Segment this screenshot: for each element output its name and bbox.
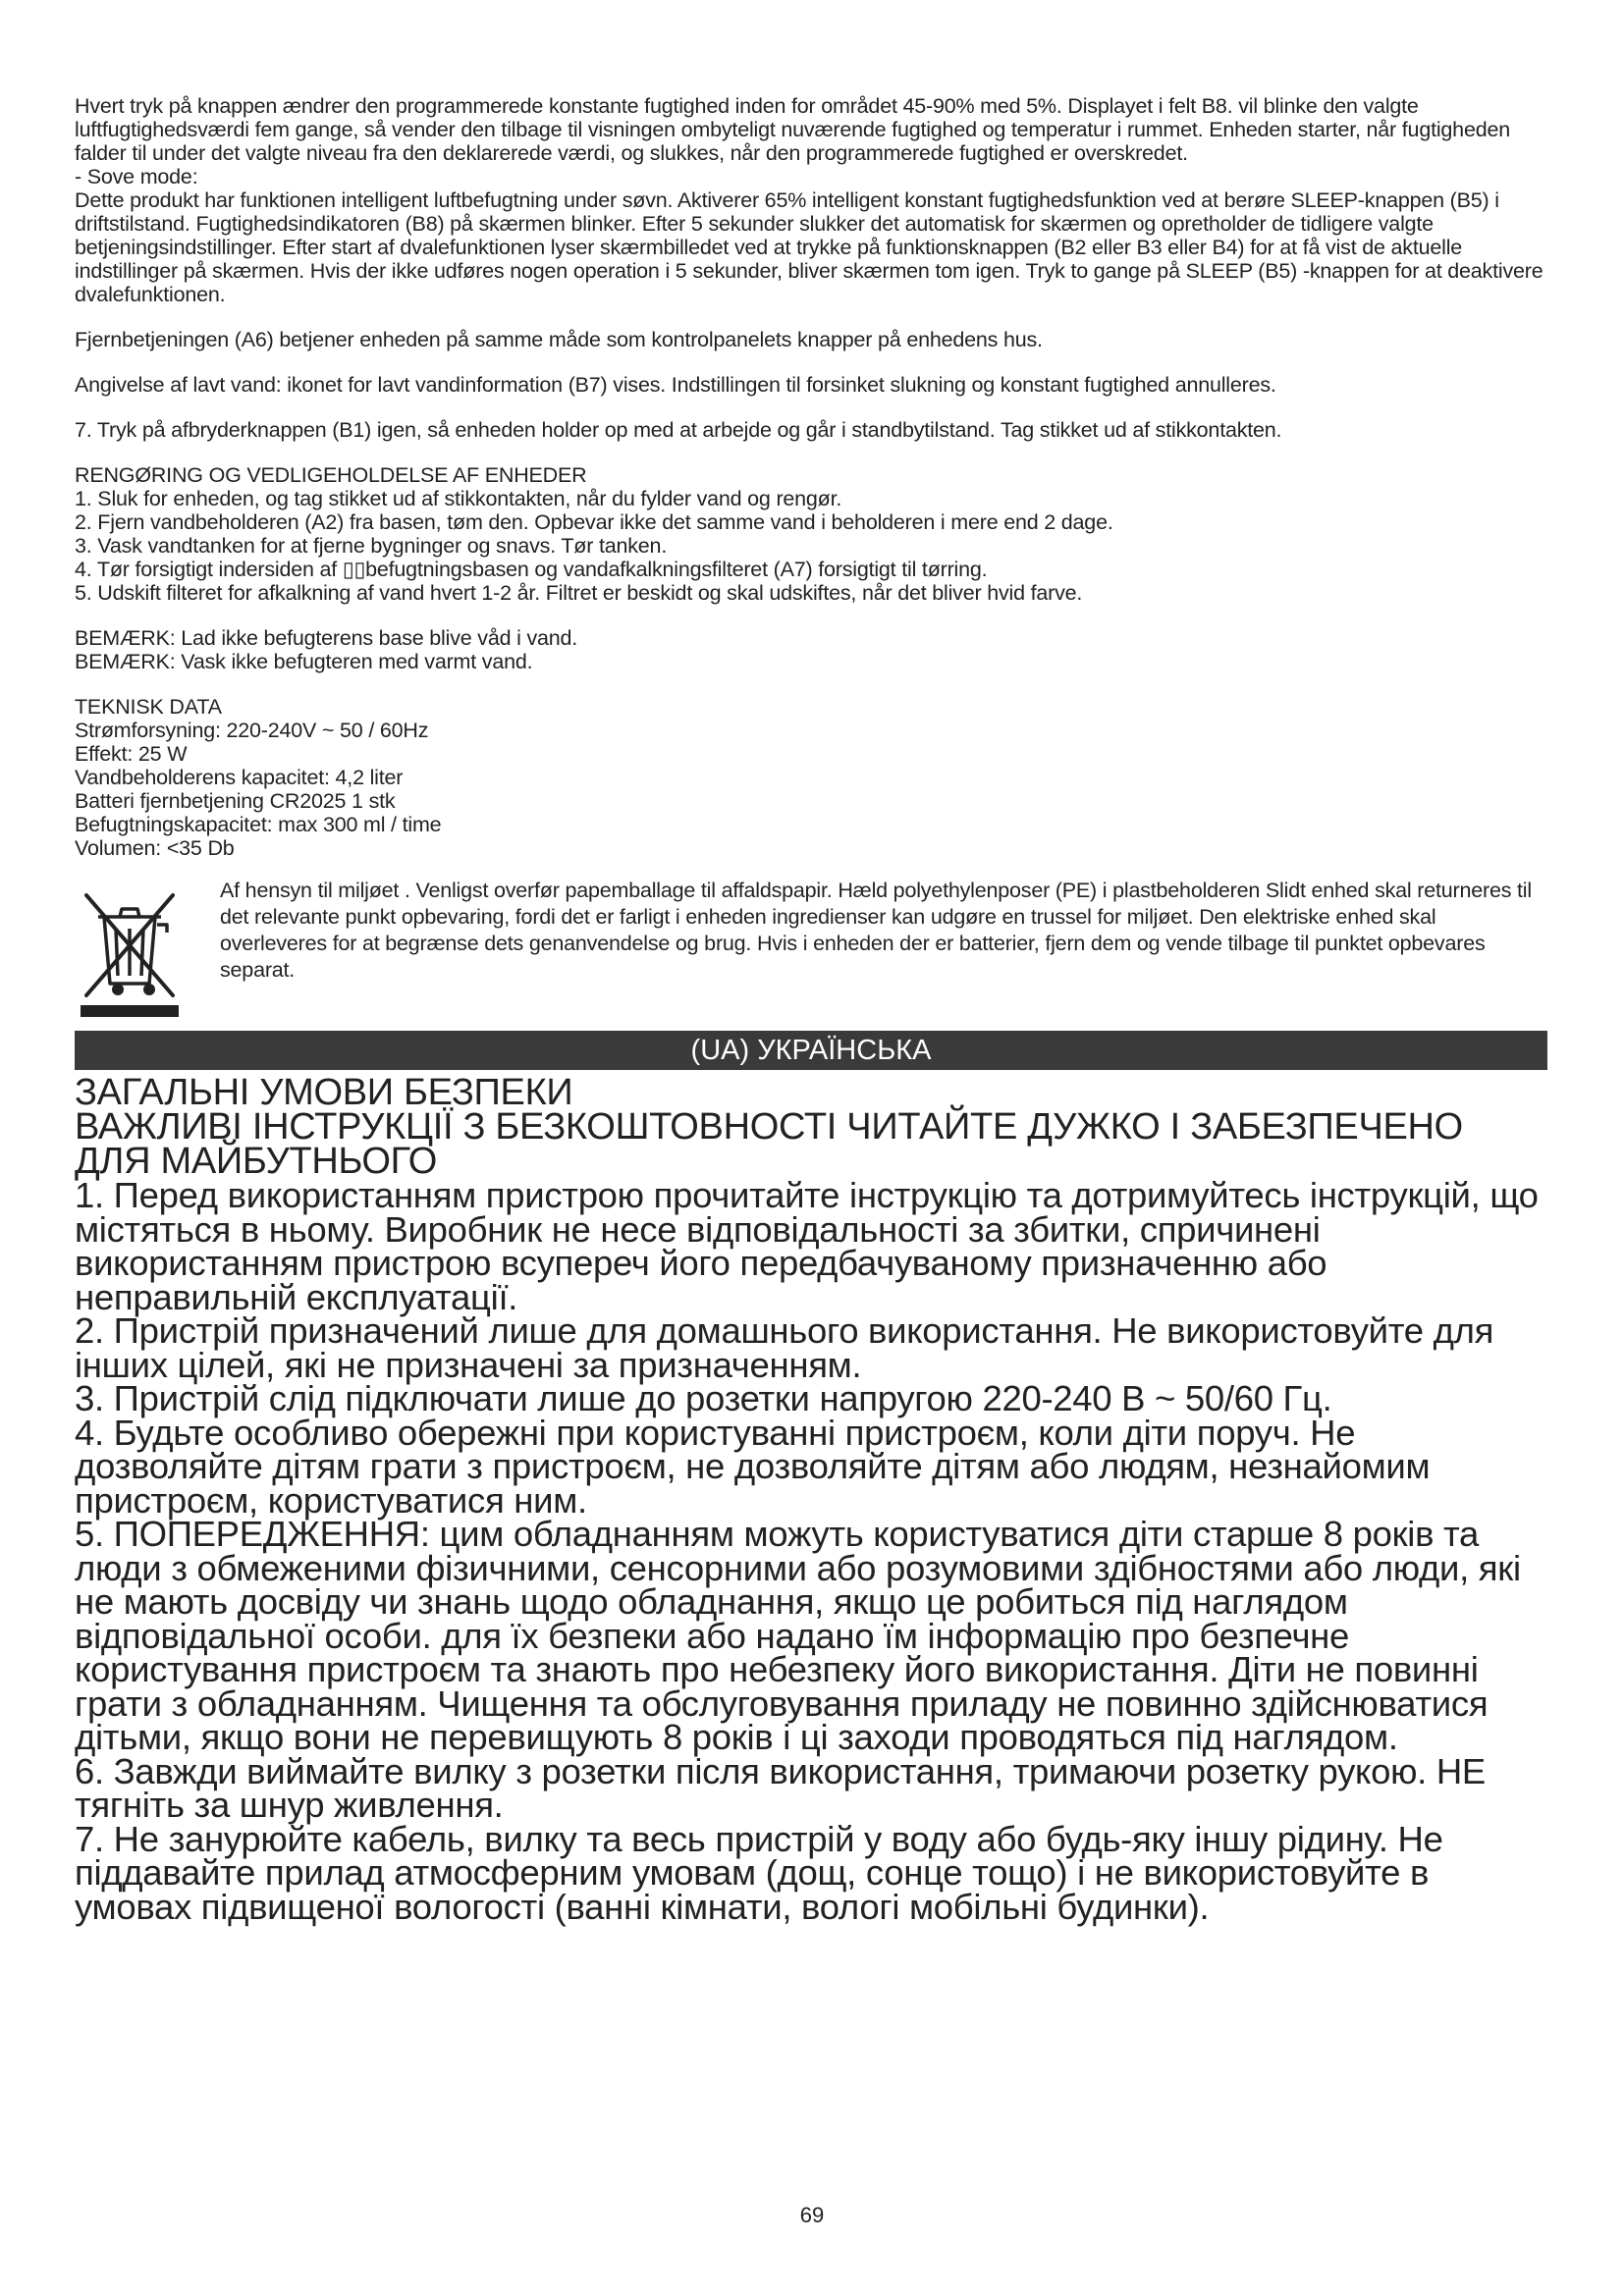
document-page [75, 94, 1547, 1927]
cleaning-item: 5. Udskift filteret for afkalkning af vand hvert 1-2 år. Filtret er beskidt og skal udskiftes, når det bliver hvid farve. [75, 581, 1083, 605]
sleep-mode-heading: - Sove mode: [75, 165, 198, 188]
ukrainian-subheading: ВАЖЛИВІ ІНСТРУКЦІЇ З БЕЗКОШТОВНОСТІ ЧИТАЙТЕ ДУЖКО І ЗАБЕЗПЕЧЕНО ДЛЯ МАЙБУТНЬОГО [75, 1106, 1463, 1182]
tech-data-item: Vandbeholderens kapacitet: 4,2 liter [75, 766, 404, 789]
cleaning-item: 1. Sluk for enheden, og tag stikket ud af stikkontakten, når du fylder vand og rengør. [75, 487, 842, 510]
page-number: 69 [799, 2203, 825, 2227]
tech-data-heading: TEKNISK DATA [75, 695, 222, 719]
environment-notice [75, 881, 1547, 1019]
remote-paragraph: Fjernbetjeningen (A6) betjener enheden på samme måde som kontrolpanelets knapper på enhedens hus. [75, 328, 1043, 351]
environment-text: Af hensyn til miljøet . Venligst overfør papemballage til affaldspapir. Hæld polyethylenposer (PE) i plastbeholderen Slidt enhed skal returneres til det relevante punkt opbevaring, fordi det er farligt i enheden ingredienser kan udgøre en trussel for miljøet. Den elektriske enhed skal overleveres for at begrænse dets genanvendelse og brug. Hvis i enheden der er batterier, fjern dem og vende tilbage til punktet opbevares separat. [220, 879, 1532, 982]
spacer [75, 442, 1547, 463]
tech-data-item: Befugtningskapacitet: max 300 ml / time [75, 813, 442, 836]
spacer [75, 605, 1547, 626]
tech-data-item: Effekt: 25 W [75, 742, 188, 766]
spacer [75, 351, 1547, 373]
sleep-mode-paragraph: Dette produkt har funktionen intelligent luftbefugtning under søvn. Aktiverer 65% intelligent konstant fugtighedsfunktion ved at berøre SLEEP-knappen (B5) i driftstilstand. Fugtighedsindikatoren (B8) på skærmen blinker. Efter 5 sekunder slukker det automatisk for skærmen og opretholder de tidligere valgte betjeningsindstillinger. Efter start af dvalefunktionen lyser skærmbilledet ved at trykke på funktionsknappen (B2 eller B3 eller B4) for at få vist de aktuelle indstillinger på skærmen. Hvis der ikke udføres nogen operation i 5 sekunder, bliver skærmen tom igen. Tryk to gange på SLEEP (B5) -knappen for at deaktivere dvalefunktionen. [75, 188, 1543, 306]
ukrainian-heading: ЗАГАЛЬНІ УМОВИ БЕЗПЕКИ [75, 1072, 573, 1113]
step-7-paragraph: 7. Tryk på afbryderknappen (B1) igen, så enheden holder op med at arbejde og går i standbytilstand. Tag stikket ud af stikkontakten. [75, 418, 1282, 442]
cleaning-item: 3. Vask vandtanken for at fjerne bygninger og snavs. Tør tanken. [75, 534, 668, 558]
note-line: BEMÆRK: Lad ikke befugterens base blive våd i vand. [75, 626, 578, 650]
crossed-out-wheelie-bin-icon [75, 881, 185, 1019]
ukrainian-item: 2. Пристрій призначений лише для домашнього використання. Не використовуйте для інших цілей, які не призначені за призначенням. [75, 1310, 1494, 1385]
cleaning-heading: RENGØRING OG VEDLIGEHOLDELSE AF ENHEDER [75, 463, 587, 487]
ukrainian-item: 5. ПОПЕРЕДЖЕННЯ: цим обладнанням можуть користуватися діти старше 8 років та люди з обмеженими фізичними, сенсорними або розумовими здібностями або люди, які не мають досвіду чи знань щодо обладнання, якщо це робиться під наглядом відповідальної особи. для їх безпеки або надано їм інформацію про безпечне користування пристроєм та знають про небезпеку його використання. Діти не повинні грати з обладнанням. Чищення та обслуговування приладу не повинно здійснюватися дітьми, якщо вони не перевищують 8 років і ці заходи проводяться під наглядом. [75, 1514, 1521, 1757]
tech-data-item: Strømforsyning: 220-240V ~ 50 / 60Hz [75, 719, 429, 742]
language-banner: (UA) УКРАЇНСЬКА [75, 1031, 1547, 1070]
spacer [75, 673, 1547, 695]
tech-data-item: Batteri fjernbetjening CR2025 1 stk [75, 789, 396, 813]
low-water-paragraph: Angivelse af lavt vand: ikonet for lavt vandinformation (B7) vises. Indstillingen til forsinket slukning og konstant fugtighed annulleres. [75, 373, 1276, 397]
ukrainian-item: 7. Не занурюйте кабель, вилку та весь пристрій у воду або будь-яку іншу рідину. Не піддавайте прилад атмосферним умовам (дощ, сонце тощо) і не використовуйте в умовах підвищеної вологості (ванні кімнати, вологі мобільні будинки). [75, 1818, 1443, 1927]
cleaning-item: 2. Fjern vandbeholderen (A2) fra basen, tøm den. Opbevar ikke det samme vand i beholderen i mere end 2 dage. [75, 510, 1113, 534]
ukrainian-item: 6. Завжди виймайте вилку з розетки після використання, тримаючи розетку рукою. НЕ тягніть за шнур живлення. [75, 1750, 1486, 1825]
ukrainian-section [75, 1072, 1547, 1927]
spacer [75, 306, 1547, 328]
cleaning-item: 4. Tør forsigtigt indersiden af ▯▯befugtningsbasen og vandafkalkningsfilteret (A7) forsigtigt til tørring. [75, 558, 988, 581]
ukrainian-item: 3. Пристрій слід підключати лише до розетки напругою 220-240 В ~ 50/60 Гц. [75, 1378, 1332, 1418]
humidity-paragraph: Hvert tryk på knappen ændrer den programmerede konstante fugtighed inden for området 45-90% med 5%. Displayet i felt B8. vil blinke den valgte luftfugtighedsværdi fem gange, så vender den tilbage til visningen ombyteligt nuværende fugtighed og temperatur i rummet. Enheden starter, når fugtigheden falder til under det valgte niveau fra den deklarerede værdi, og slukkes, når den programmerede fugtighed er overskredet. [75, 94, 1510, 165]
ukrainian-item: 1. Перед використанням пристрою прочитайте інструкцію та дотримуйтесь інструкцій, що містяться в ньому. Виробник не несе відповідальності за збитки, спричинені використанням пристрою всупереч його передбачуваному призначенню або неправильній експлуатації. [75, 1175, 1539, 1317]
note-line: BEMÆRK: Vask ikke befugteren med varmt vand. [75, 650, 533, 673]
spacer [75, 397, 1547, 418]
tech-data-item: Volumen: <35 Db [75, 836, 235, 860]
ukrainian-item: 4. Будьте особливо обережні при користуванні пристроєм, коли діти поруч. Не дозволяйте дітям грати з пристроєм, не дозволяйте дітям або людям, незнайомим пристроєм, користуватися ним. [75, 1412, 1431, 1521]
